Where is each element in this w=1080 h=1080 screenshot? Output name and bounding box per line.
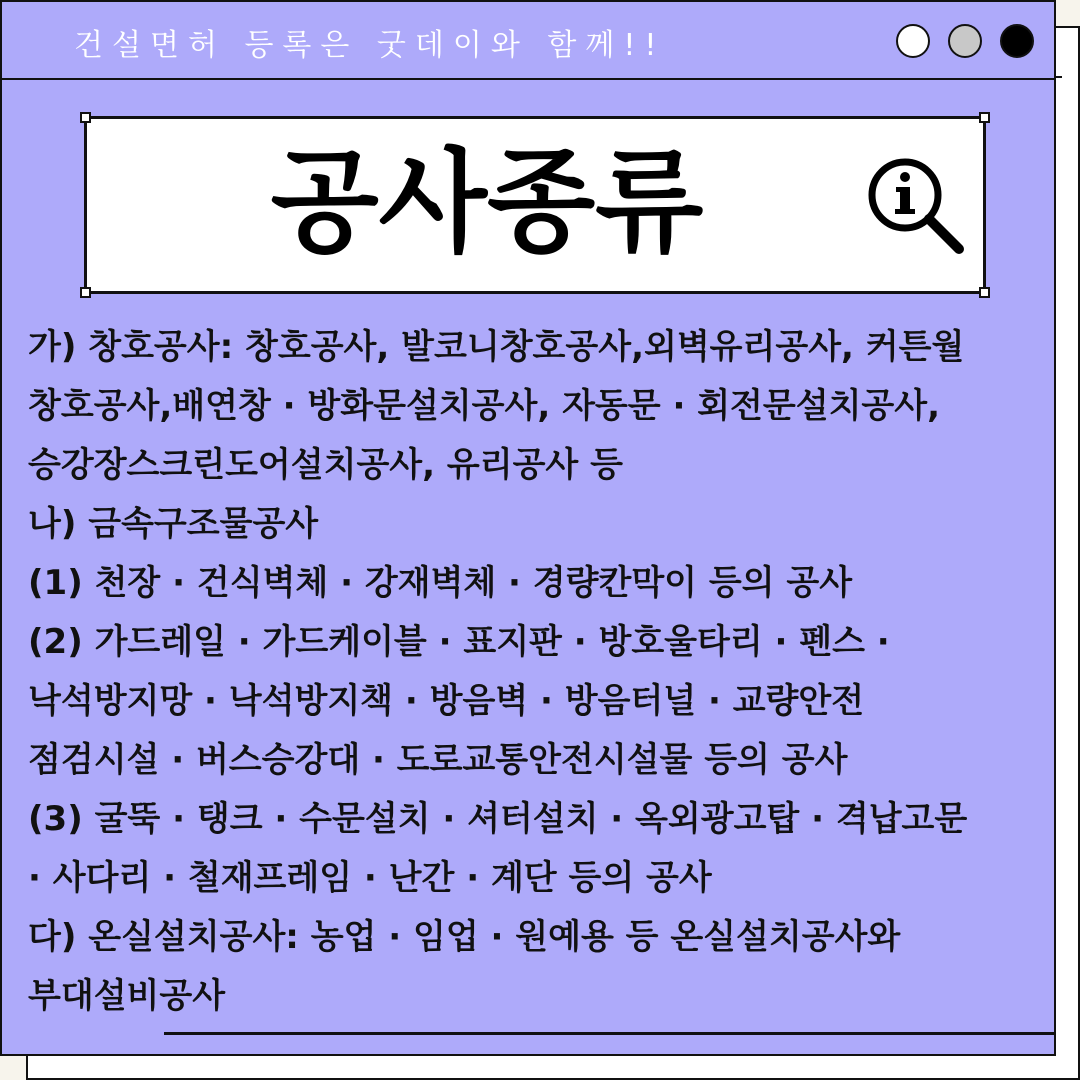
gray-circle-button[interactable] — [948, 24, 982, 58]
content-line: 창호공사,배연창 · 방화문설치공사, 자동문 · 회전문설치공사, — [28, 386, 941, 426]
page-title: 공사종류 — [270, 138, 704, 268]
content-line: 다) 온실설치공사: 농업 · 임업 · 원예용 등 온실설치공사와 — [28, 917, 901, 957]
content-line: (3) 굴뚝 · 탱크 · 수문설치 · 셔터설치 · 옥외광고탑 · 격납고문 — [28, 799, 968, 839]
content-line: 가) 창호공사: 창호공사, 발코니창호공사,외벽유리공사, 커튼월 — [28, 327, 965, 367]
header-title: 건설면허 등록은 굿데이와 함께!! — [74, 28, 666, 63]
content-line: (1) 천장 · 건식벽체 · 강재벽체 · 경량칸막이 등의 공사 — [28, 563, 853, 603]
content-line: 낙석방지망 · 낙석방지책 · 방음벽 · 방음터널 · 교량안전 — [28, 681, 865, 721]
footer-rule — [164, 1032, 1056, 1035]
resize-handle-bottom-right[interactable] — [979, 287, 990, 298]
content-text — [28, 318, 1028, 1026]
content-line: · 사다리 · 철재프레임 · 난간 · 계단 등의 공사 — [28, 858, 712, 898]
resize-handle-bottom-left[interactable] — [80, 287, 91, 298]
black-circle-button[interactable] — [1000, 24, 1034, 58]
header-divider-extension — [1054, 76, 1062, 78]
header-bar — [2, 2, 1054, 80]
resize-handle-top-left[interactable] — [80, 112, 91, 123]
content-line: 점검시설 · 버스승강대 · 도로교통안전시설물 등의 공사 — [28, 740, 848, 780]
magnifier-info-icon — [865, 155, 969, 259]
content-line: 부대설비공사 — [28, 976, 226, 1016]
resize-handle-top-right[interactable] — [979, 112, 990, 123]
content-line: 나) 금속구조물공사 — [28, 504, 319, 544]
title-box — [84, 116, 986, 294]
content-line: (2) 가드레일 · 가드케이블 · 표지판 · 방호울타리 · 펜스 · — [28, 622, 890, 662]
content-line: 승강장스크린도어설치공사, 유리공사 등 — [28, 445, 623, 485]
white-circle-button[interactable] — [896, 24, 930, 58]
